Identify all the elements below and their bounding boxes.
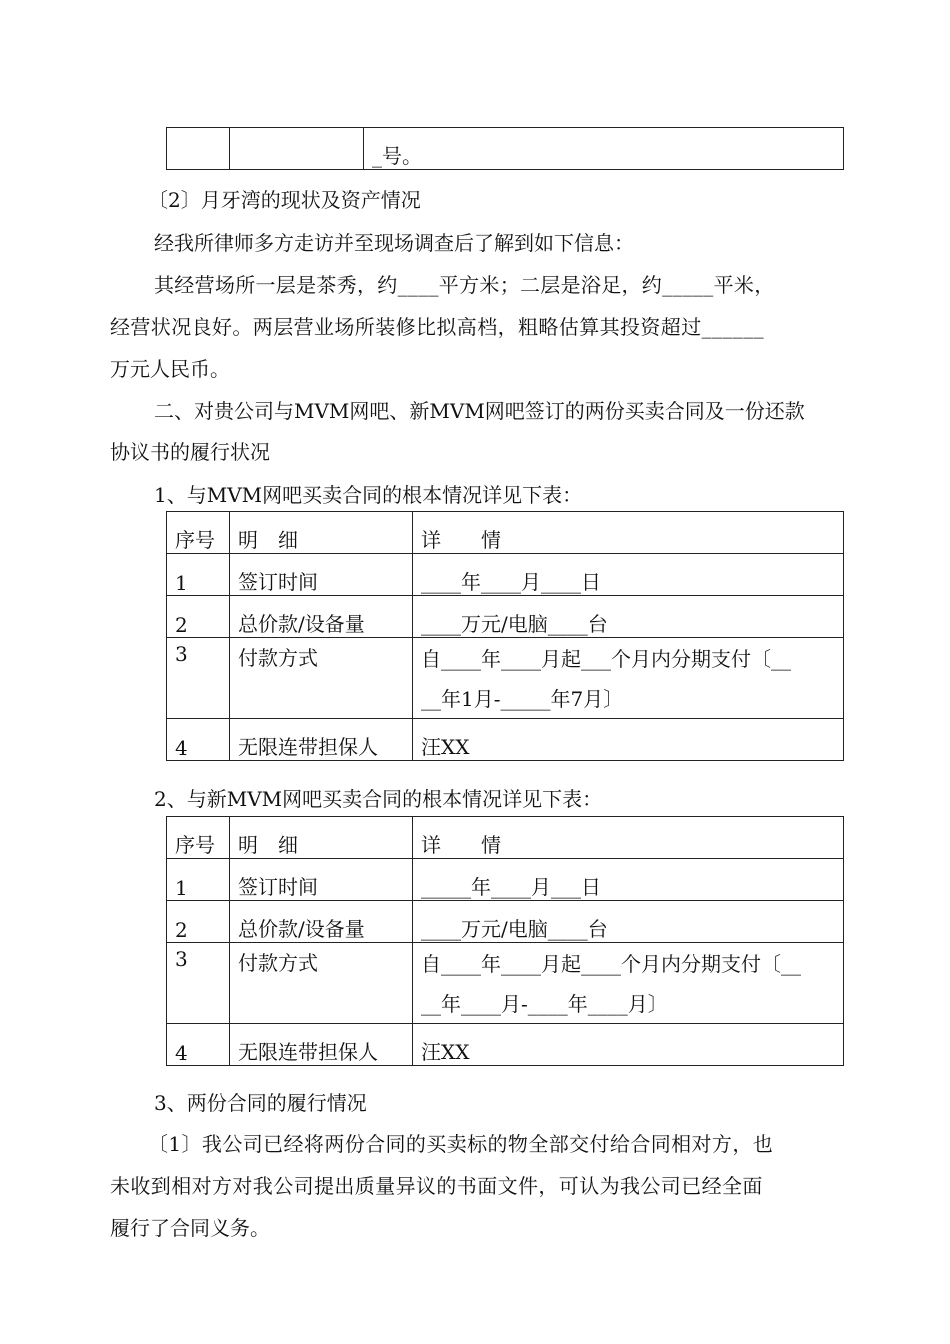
paragraph-investigation: 经我所律师多方走访并至现场调查后了解到如下信息： [154, 231, 634, 255]
fragment-cell-2 [230, 128, 364, 170]
row-item: 付款方式 [230, 638, 413, 719]
row-item: 总价款/设备量 [230, 901, 413, 943]
row-no: 3 [167, 638, 230, 719]
row-detail-line-1: 自____年____月起____个月内分期支付〔__ [421, 952, 801, 976]
section-3-paragraph-line-2: 未收到相对方对我公司提出质量异议的书面文件，可认为我公司已经全面 [110, 1174, 763, 1198]
row-item: 签订时间 [230, 859, 413, 901]
row-detail: 汪XX [413, 719, 844, 761]
fragment-cell-3: _号。 [364, 128, 844, 170]
header-item: 明 细 [230, 512, 413, 554]
table-row [167, 859, 844, 901]
row-detail: 汪XX [413, 1024, 844, 1066]
section-3-heading: 3、两份合同的履行情况 [154, 1091, 367, 1115]
table-row [167, 638, 844, 719]
header-no: 序号 [167, 512, 230, 554]
header-no: 序号 [167, 817, 230, 859]
row-detail: ____年____月____日 [413, 554, 844, 596]
section-3-paragraph-line-1: 〔1〕我公司已经将两份合同的买卖标的物全部交付给合同相对方，也 [148, 1132, 774, 1156]
row-detail: ____万元/电脑____台 [413, 596, 844, 638]
row-item: 无限连带担保人 [230, 1024, 413, 1066]
table-row [167, 596, 844, 638]
table-row [167, 1024, 844, 1066]
row-detail [413, 943, 844, 1024]
paragraph-premises-line-3: 万元人民币。 [110, 357, 230, 381]
table-row [167, 901, 844, 943]
table-header-row [167, 817, 844, 859]
fragment-cell-1 [167, 128, 230, 170]
row-no: 1 [167, 859, 230, 901]
section-two-heading-line-1: 二、对贵公司与MVM网吧、新MVM网吧签订的两份买卖合同及一份还款 [154, 399, 805, 423]
table-1-caption: 1、与MVM网吧买卖合同的根本情况详见下表： [154, 483, 583, 507]
row-no: 3 [167, 943, 230, 1024]
row-no: 2 [167, 596, 230, 638]
fragment-table [166, 127, 844, 170]
paragraph-premises-line-2: 经营状况良好。两层营业场所装修比拟高档，粗略估算其投资超过______ [110, 315, 764, 339]
row-detail: ____万元/电脑____台 [413, 901, 844, 943]
table-row [167, 554, 844, 596]
header-item: 明 细 [230, 817, 413, 859]
contract-table-2 [166, 816, 844, 1066]
paragraph-premises-line-1: 其经营场所一层是茶秀，约____平方米；二层是浴足，约_____平米， [154, 273, 775, 297]
row-item: 无限连带担保人 [230, 719, 413, 761]
row-no: 2 [167, 901, 230, 943]
row-no: 1 [167, 554, 230, 596]
section-3-paragraph-line-3: 履行了合同义务。 [110, 1216, 270, 1240]
row-detail-line-2: __年____月-____年____月〕 [421, 992, 668, 1016]
row-item: 签订时间 [230, 554, 413, 596]
table-row [167, 943, 844, 1024]
section-2-heading: 〔2〕月牙湾的现状及资产情况 [148, 188, 421, 212]
row-item: 总价款/设备量 [230, 596, 413, 638]
table-2-caption: 2、与新MVM网吧买卖合同的根本情况详见下表： [154, 787, 603, 811]
row-no: 4 [167, 1024, 230, 1066]
contract-table-1 [166, 511, 844, 761]
row-detail-line-1: 自____年____月起___个月内分期支付〔__ [421, 647, 791, 671]
row-detail-line-2: __年1月-_____年7月〕 [421, 687, 624, 711]
section-two-heading-line-2: 协议书的履行状况 [110, 440, 270, 464]
header-detail: 详 情 [413, 512, 844, 554]
header-detail: 详 情 [413, 817, 844, 859]
row-detail: _____年____月___日 [413, 859, 844, 901]
table-header-row [167, 512, 844, 554]
row-no: 4 [167, 719, 230, 761]
row-item: 付款方式 [230, 943, 413, 1024]
table-row [167, 719, 844, 761]
row-detail [413, 638, 844, 719]
